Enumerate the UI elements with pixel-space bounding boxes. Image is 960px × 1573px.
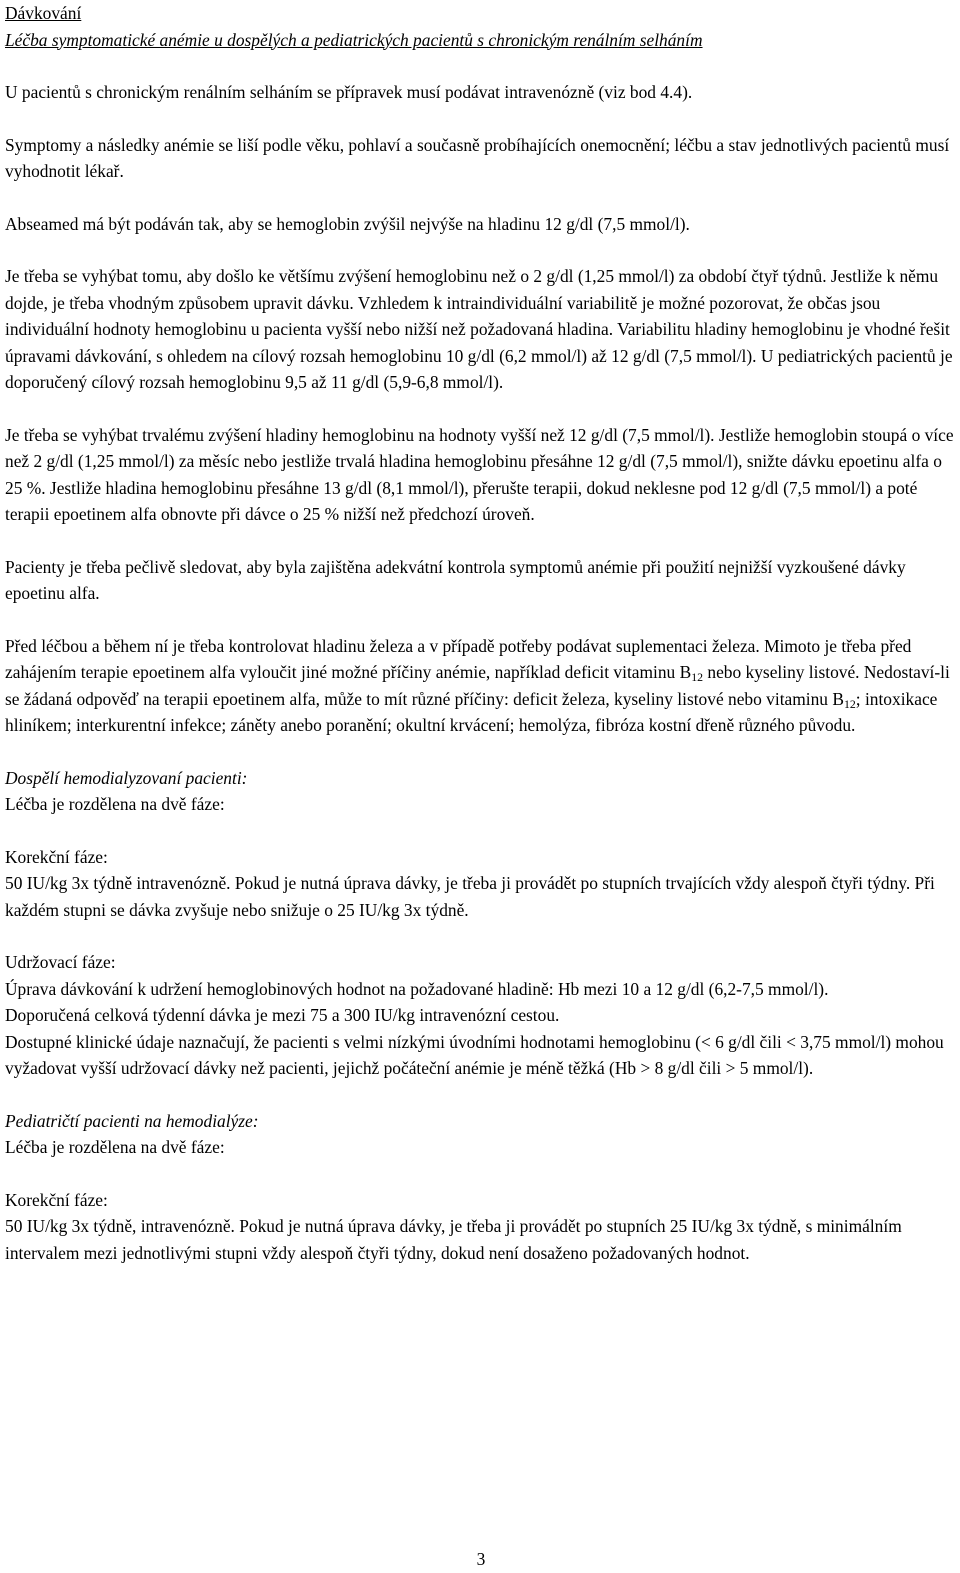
iron-text-a: Před léčbou a během ní je třeba kontrolovat hladinu železa a v případě potřeby podávat suplementaci železa. Mimoto je třeba před zahájením terapie epoetinem alfa vyloučit jiné možné příčiny anémie, například deficit vitaminu B bbox=[5, 635, 912, 682]
iron-text-c: ; intoxikace hliníkem; interkurentní infekce; záněty anebo poranění; okultní krvácení; hemolýza, fibróza kostní dřeně různého původu. bbox=[5, 688, 938, 735]
pediatric-section-title: Pediatričtí pacienti na hemodialýze: bbox=[5, 1110, 259, 1131]
subscript-12: 12 bbox=[691, 669, 704, 684]
subscript-12: 12 bbox=[843, 696, 856, 711]
paragraph-administration: U pacientů s chronickým renálním selháním se přípravek musí podávat intravenózně (viz bod 4.4). bbox=[5, 82, 693, 102]
adult-maintenance-text-3: Dostupné klinické údaje naznačují, že pacienti s velmi nízkými úvodními hodnotami hemoglobinu (< 6 g/dl čili < 3,75 mmol/l) mohou vyžadovat vyšší udržovací dávky než pacienti, jejichž počáteční anémie je méně těžká (Hb > 8 g/dl čili > 5 mmol/l). bbox=[5, 1031, 944, 1078]
pediatric-correction-title: Korekční fáze: bbox=[5, 1189, 108, 1210]
pediatric-intro: Léčba je rozdělena na dvě fáze: bbox=[5, 1137, 225, 1157]
iron-text-b: nebo kyseliny listové. Nedostaví-li se žádaná odpověď na terapii epoetinem alfa, může to mít různé příčiny: deficit železa, kyseliny listové nebo vitaminu B bbox=[5, 662, 950, 709]
section-heading: Dávkování bbox=[5, 3, 82, 23]
page-number: 3 bbox=[476, 1549, 486, 1569]
document-page bbox=[5, 0, 957, 1572]
adult-intro: Léčba je rozdělena na dvě fáze: bbox=[5, 794, 225, 814]
paragraph-symptoms: Symptomy a následky anémie se liší podle věku, pohlaví a současně probíhajících onemocnění; léčbu a stav jednotlivých pacientů musí vyhodnotit lékař. bbox=[5, 134, 950, 181]
paragraph-monitoring: Pacienty je třeba pečlivě sledovat, aby byla zajištěna adekvátní kontrola symptomů anémie při použití nejnižší vyzkoušené dávky epoetinu alfa. bbox=[5, 556, 906, 603]
adult-maintenance-text-1: Úprava dávkování k udržení hemoglobinových hodnot na požadované hladině: Hb mezi 10 a 12 g/dl (6,2-7,5 mmol/l). bbox=[5, 978, 829, 999]
pediatric-correction-text: 50 IU/kg 3x týdně, intravenózně. Pokud je nutná úprava dávky, je třeba ji provádět po stupních 25 IU/kg 3x týdně, s minimálním intervalem mezi jednotlivými stupni vždy alespoň čtyři týdny, dokud není dosaženo požadovaných hodnot. bbox=[5, 1216, 902, 1263]
adult-correction-text: 50 IU/kg 3x týdně intravenózně. Pokud je nutná úprava dávky, je třeba ji provádět po stupních trvajících vždy alespoň čtyři týdny. Při každém stupni se dávka zvyšuje nebo snižuje o 25 IU/kg 3x týdně. bbox=[5, 873, 935, 920]
paragraph-increase: Je třeba se vyhýbat tomu, aby došlo ke většímu zvýšení hemoglobinu než o 2 g/dl (1,25 mmol/l) za období čtyř týdnů. Jestliže k němu dojde, je třeba vhodným způsobem upravit dávku. Vzhledem k intraindividuální variabilitě je možné pozorovat, že občas jsou individuální hodnoty hemoglobinu u pacienta vyšší nebo nižší než požadovaná hladina. Variabilitu hladiny hemoglobinu je vhodné řešit úpravami dávkování, s ohledem na cílový rozsah hemoglobinu 10 g/dl (6,2 mmol/l) až 12 g/dl (7,5 mmol/l). U pediatrických pacientů je doporučený cílový rozsah hemoglobinu 9,5 až 11 g/dl (5,9-6,8 mmol/l). bbox=[5, 266, 953, 392]
adult-maintenance-text-2: Doporučená celková týdenní dávka je mezi 75 a 300 IU/kg intravenózní cestou. bbox=[5, 1005, 560, 1025]
paragraph-sustained: Je třeba se vyhýbat trvalému zvýšení hladiny hemoglobinu na hodnoty vyšší než 12 g/dl (7,5 mmol/l). Jestliže hemoglobin stoupá o více než 2 g/dl (1,25 mmol/l) za měsíc nebo jestliže trvalá hladina hemoglobinu přesáhne 12 g/dl (7,5 mmol/l), snižte dávku epoetinu alfa o 25 %. Jestliže hladina hemoglobinu přesáhne 13 g/dl (8,1 mmol/l), přerušte terapii, dokud neklesne pod 12 g/dl (7,5 mmol/l) a poté terapii epoetinem alfa obnovte při dávce o 25 % nižší než předchozí úroveň. bbox=[5, 424, 954, 524]
adult-correction-title: Korekční fáze: bbox=[5, 846, 108, 867]
paragraph-iron bbox=[5, 633, 957, 739]
adult-section-title: Dospělí hemodialyzovaní pacienti: bbox=[5, 767, 248, 788]
adult-maintenance-title: Udržovací fáze: bbox=[5, 952, 116, 972]
section-subheading: Léčba symptomatické anémie u dospělých a pediatrických pacientů s chronickým renálním selháním bbox=[5, 29, 703, 50]
paragraph-target: Abseamed má být podáván tak, aby se hemoglobin zvýšil nejvýše na hladinu 12 g/dl (7,5 mmol/l). bbox=[5, 213, 690, 234]
